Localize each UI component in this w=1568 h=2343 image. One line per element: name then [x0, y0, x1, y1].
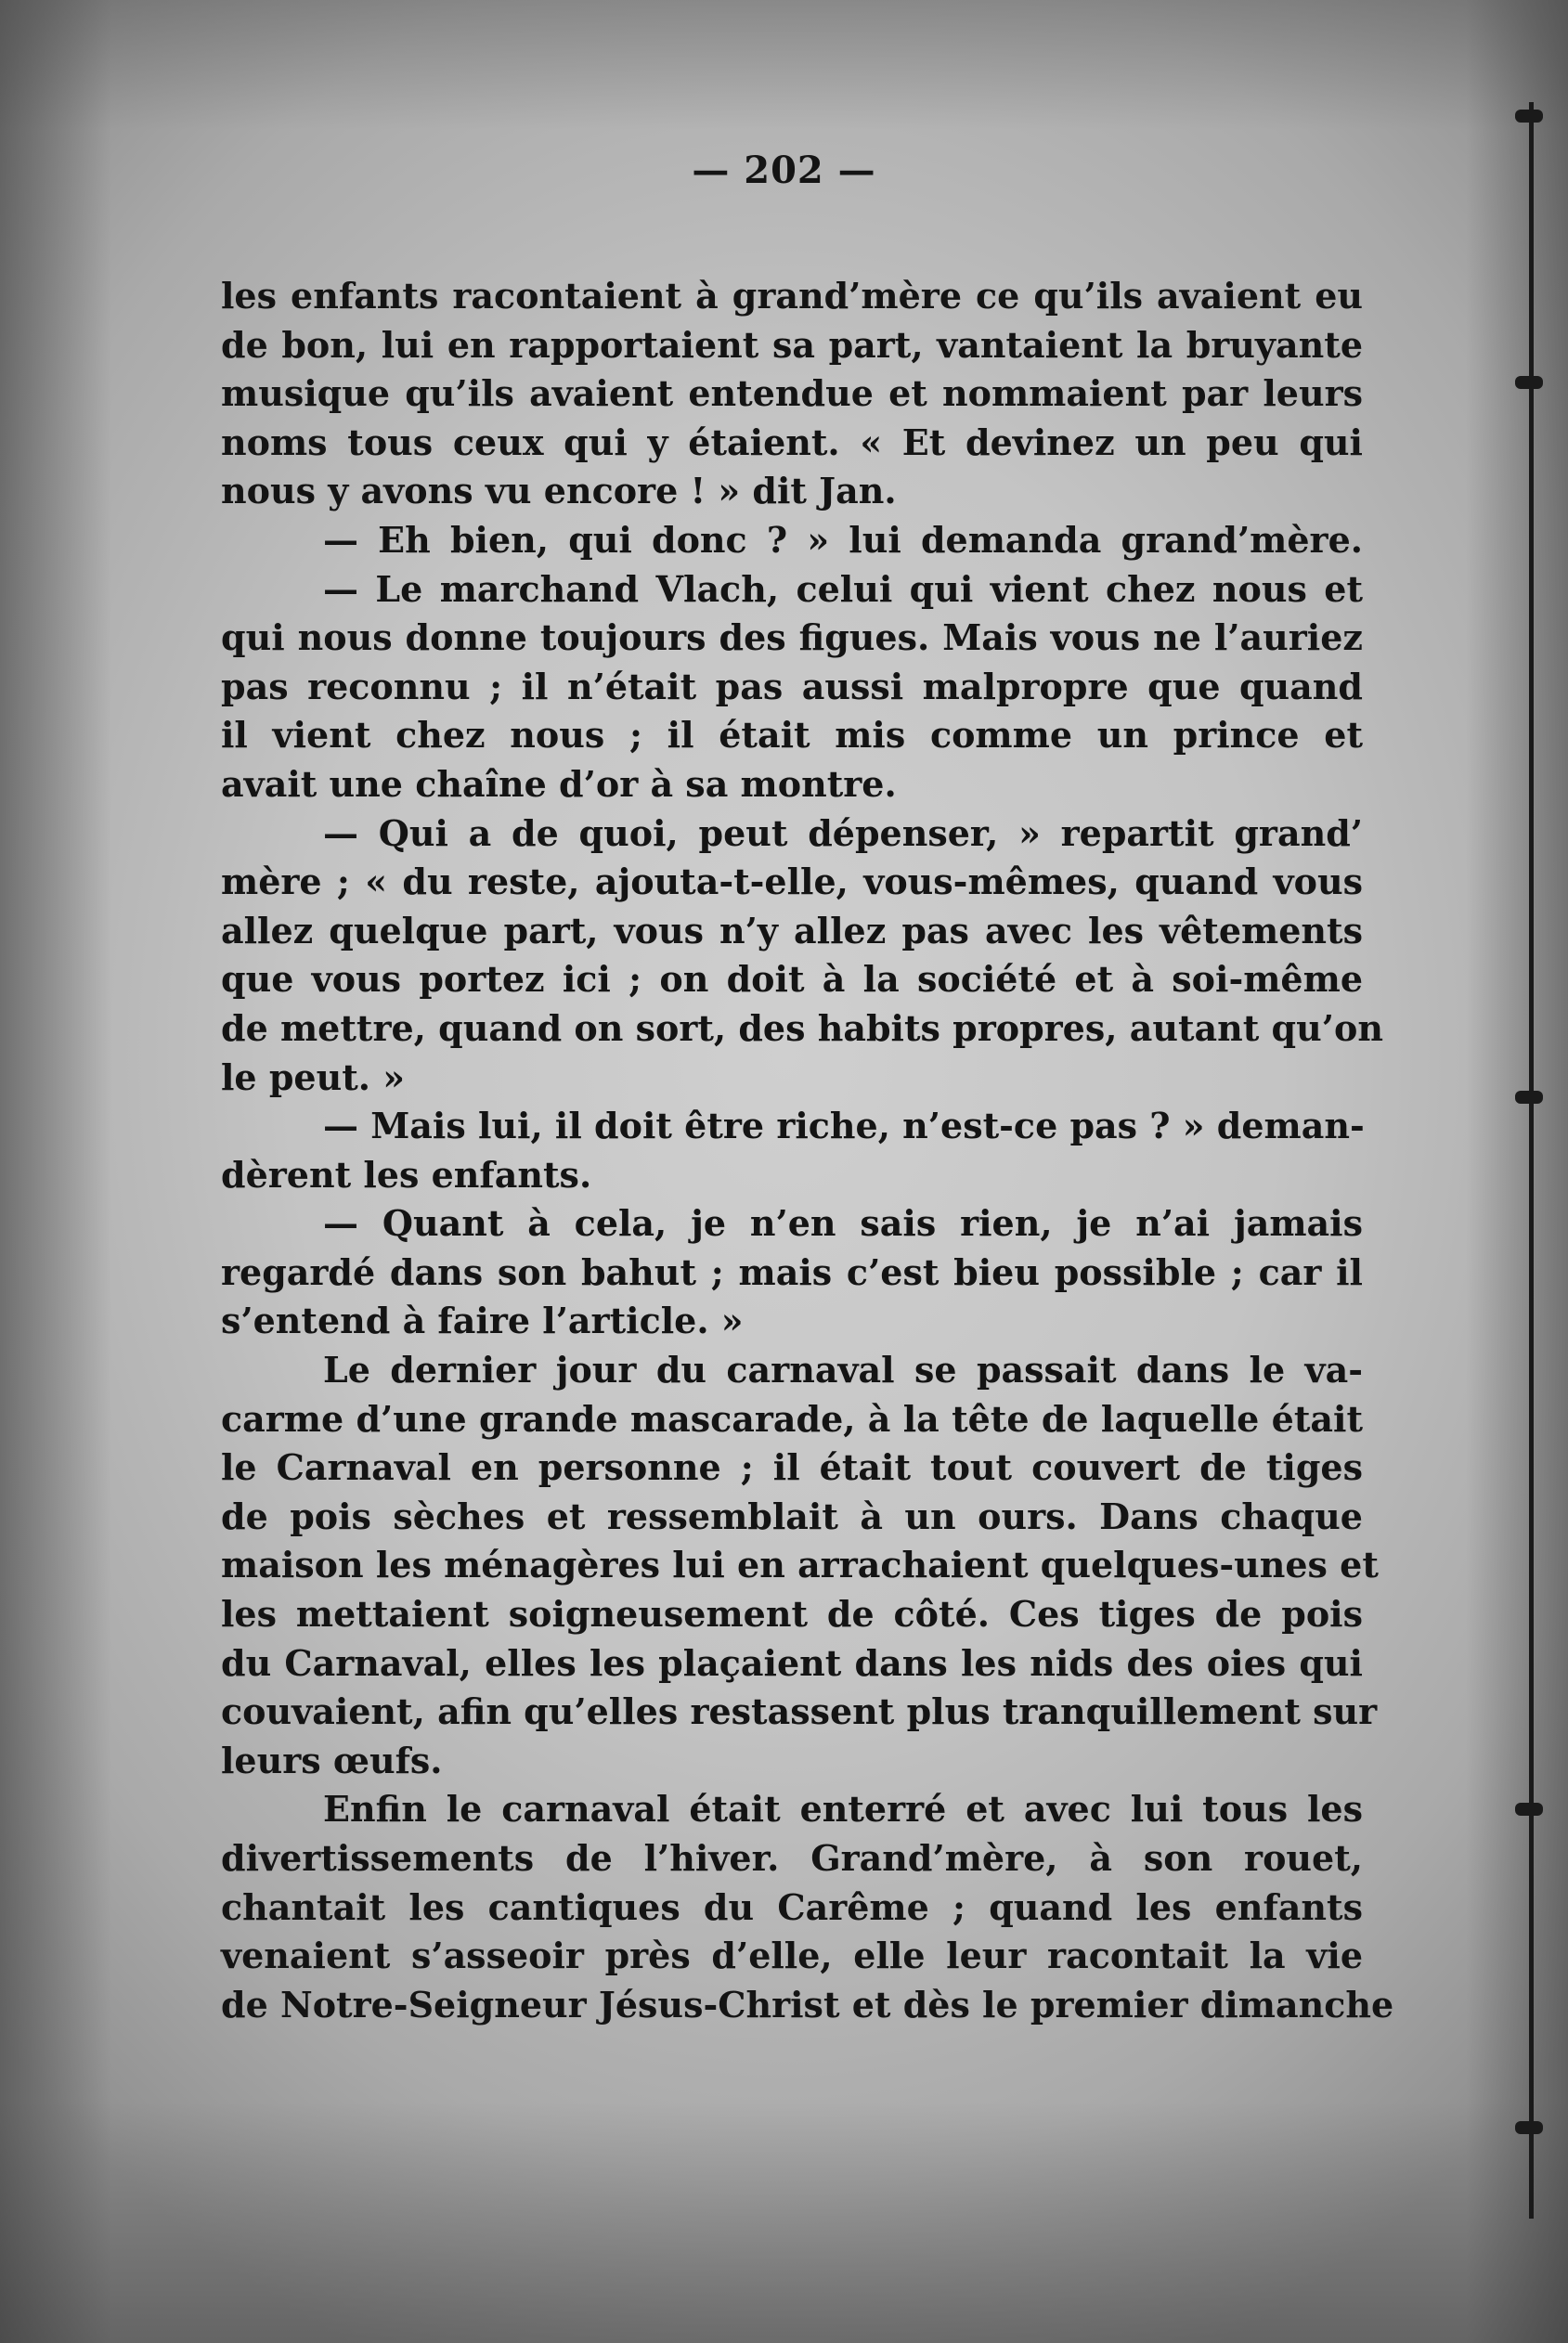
- text-line: pas reconnu ; il n’était pas aussi malpropre que quand: [221, 665, 1363, 707]
- text-line: du Carnaval, elles les plaçaient dans les nids des oies qui: [221, 1641, 1363, 1684]
- text-line: venaient s’asseoir près d’elle, elle leur racontait la vie: [221, 1935, 1363, 1977]
- text-line: qui nous donne toujours des figues. Mais vous ne l’auriez: [221, 616, 1363, 659]
- binding-tick-mark: [1515, 1803, 1543, 1816]
- text-line: maison les ménagères lui en arrachaient quelques-unes et: [221, 1544, 1379, 1586]
- text-line: couvaient, afin qu’elles restassent plus tranquillement sur: [221, 1690, 1378, 1733]
- binding-tick-mark: [1515, 376, 1543, 389]
- binding-edge-line: [1529, 102, 1534, 2219]
- text-line: il vient chez nous ; il était mis comme un prince et: [221, 714, 1363, 757]
- text-line: de Notre-Seigneur Jésus-Christ et dès le premier dimanche: [221, 1983, 1394, 2026]
- text-line: de bon, lui en rapportaient sa part, vantaient la bruyante: [221, 323, 1363, 366]
- text-line: chantait les cantiques du Carême ; quand les enfants: [221, 1885, 1363, 1928]
- bottom-edge-shadow: [0, 2102, 1568, 2343]
- text-line: allez quelque part, vous n’y allez pas avec les vêtements: [221, 909, 1363, 951]
- text-line: mère ; « du reste, ajouta-t-elle, vous-mêmes, quand vous: [221, 861, 1363, 903]
- text-line: — Quant à cela, je n’en sais rien, je n’ai jamais: [323, 1202, 1363, 1245]
- text-line: dèrent les enfants.: [221, 1153, 592, 1196]
- text-line: musique qu’ils avaient entendue et nommaient par leurs: [221, 372, 1363, 415]
- text-line: avait une chaîne d’or à sa montre.: [221, 762, 897, 805]
- page-number: — 202 —: [692, 149, 876, 192]
- text-line: noms tous ceux qui y étaient. « Et devinez un peu qui: [221, 421, 1363, 463]
- text-line: Enfin le carnaval était enterré et avec lui tous les: [323, 1788, 1363, 1831]
- text-line: le peut. »: [221, 1055, 405, 1098]
- binding-tick-mark: [1515, 110, 1543, 123]
- text-line: nous y avons vu encore ! » dit Jan.: [221, 470, 897, 512]
- text-line: les mettaient soigneusement de côté. Ces tiges de pois: [221, 1593, 1363, 1636]
- right-edge-shadow: [1466, 0, 1568, 2343]
- text-line: de pois sèches et ressemblait à un ours. Dans chaque: [221, 1495, 1363, 1537]
- text-line: — Qui a de quoi, peut dépenser, » repartit grand’: [323, 811, 1363, 854]
- body-text: [221, 272, 1394, 2029]
- text-line: Le dernier jour du carnaval se passait dans le va-: [323, 1349, 1363, 1392]
- left-edge-shadow: [0, 0, 111, 2343]
- text-line: carme d’une grande mascarade, à la tête de laquelle était: [221, 1397, 1363, 1440]
- text-line: s’entend à faire l’article. »: [221, 1300, 744, 1342]
- text-line: que vous portez ici ; on doit à la société et à soi-même: [221, 958, 1363, 1001]
- text-line: regardé dans son bahut ; mais c’est bieu possible ; car il: [221, 1250, 1363, 1293]
- text-line: — Eh bien, qui donc ? » lui demanda grand’mère.: [323, 518, 1363, 561]
- binding-tick-mark: [1515, 2121, 1543, 2134]
- text-line: leurs œufs.: [221, 1739, 443, 1781]
- text-line: de mettre, quand on sort, des habits propres, autant qu’on: [221, 1006, 1383, 1049]
- text-line: — Mais lui, il doit être riche, n’est-ce pas ? » deman-: [323, 1105, 1365, 1147]
- binding-tick-mark: [1515, 1091, 1543, 1104]
- top-edge-shadow: [0, 0, 1568, 130]
- text-line: le Carnaval en personne ; il était tout couvert de tiges: [221, 1446, 1363, 1489]
- text-line: divertissements de l’hiver. Grand’mère, à son rouet,: [221, 1837, 1363, 1879]
- text-line: les enfants racontaient à grand’mère ce qu’ils avaient eu: [221, 275, 1363, 317]
- text-line: — Le marchand Vlach, celui qui vient chez nous et: [323, 567, 1363, 610]
